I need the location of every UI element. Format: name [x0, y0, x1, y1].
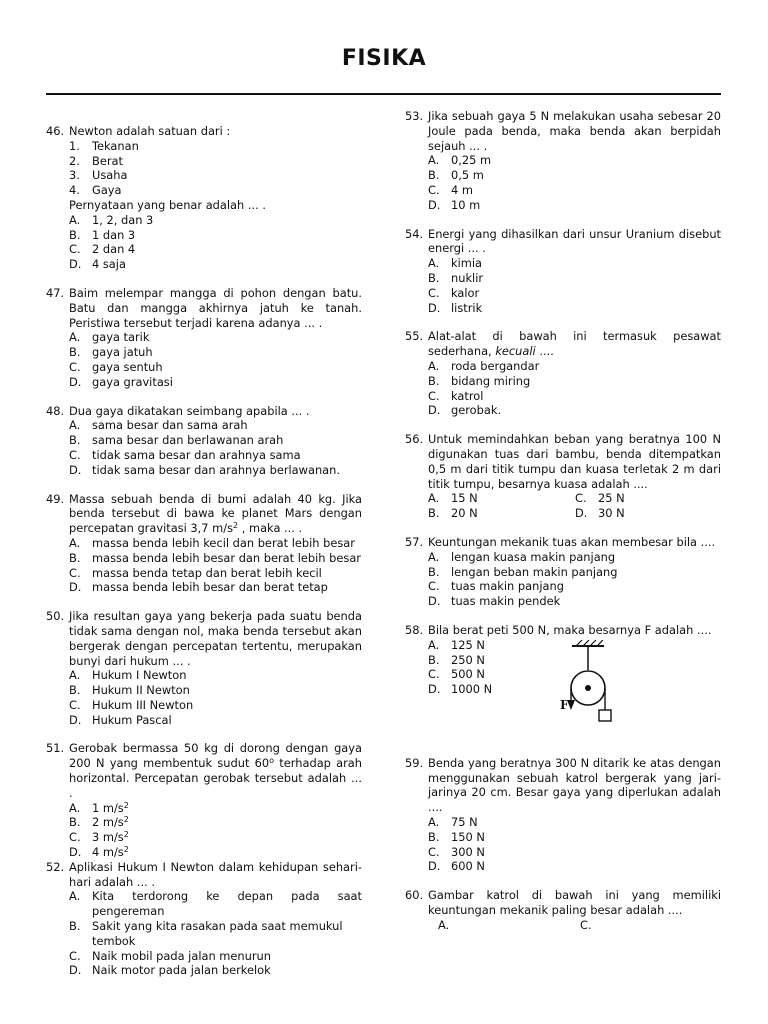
- answer-option: C. tuas makin panjang: [428, 579, 564, 594]
- force-label: F: [560, 698, 569, 712]
- answer-option: A. gaya tarik: [69, 330, 150, 345]
- question-stem: Alat-alat di bawah ini termasuk pesawat sederhana, kecuali ....: [428, 329, 721, 359]
- answer-option: B. gaya jatuh: [69, 345, 153, 360]
- pulley-axle: [585, 685, 591, 691]
- answer-option: D. gaya gravitasi: [69, 374, 173, 389]
- question-stem: Dua gaya dikatakan seimbang apabila ... .: [69, 403, 310, 418]
- answer-option: A. 0,25 m: [428, 153, 492, 168]
- answer-option: C. katrol: [428, 388, 484, 403]
- question-stem: Energi yang dihasilkan dari unsur Uranium disebut energi ... .: [428, 226, 721, 256]
- answer-option-label: A.: [438, 917, 450, 932]
- question-60: [405, 888, 721, 932]
- answer-option: B. lengan beban makin panjang: [428, 564, 618, 579]
- answer-option: A. kimia: [428, 256, 483, 271]
- answer-option: C. massa benda tetap dan berat lebih kecil: [69, 565, 322, 580]
- question-49: [46, 492, 362, 596]
- answer-option: D. massa benda lebih besar dan berat tetap: [69, 580, 328, 595]
- answer-option-label: C.: [580, 917, 592, 932]
- answer-option: C. 500 N: [428, 667, 485, 682]
- question-number: 46.: [46, 124, 65, 138]
- question-59: [405, 756, 721, 874]
- answer-option: A. roda bergandar: [428, 358, 540, 373]
- question-number: 52.: [46, 859, 65, 874]
- statement-item: 1. Tekanan: [69, 138, 139, 153]
- answer-option: C. Naik mobil pada jalan menurun: [69, 948, 271, 963]
- answer-option: C. kalor: [428, 285, 480, 300]
- answer-option: A. 125 N: [428, 637, 485, 652]
- question-stem: Gambar katrol di bawah ini yang memiliki keuntungan mekanik paling besar adalah ....: [428, 888, 721, 918]
- question-54: [405, 227, 721, 316]
- answer-option: B. 1 dan 3: [69, 227, 136, 242]
- answer-option: B. 250 N: [428, 652, 485, 667]
- question-lead: Pernyataan yang benar adalah ... .: [69, 197, 266, 212]
- answer-option: A. 1, 2, dan 3: [69, 212, 154, 227]
- right-column: [405, 109, 721, 933]
- question-stem: Gerobak bermassa 50 kg di dorong dengan gaya 200 N yang membentuk sudut 60$^o$ terhadap arah horizontal. Percepatan gerobak tersebut adalah ... .: [69, 741, 363, 800]
- question-57: [405, 535, 721, 609]
- question-number: 60.: [405, 888, 424, 903]
- crate-box: [599, 710, 611, 721]
- answer-option: A. lengan kuasa makin panjang: [428, 549, 616, 564]
- answer-option: C. 25 N: [575, 491, 625, 506]
- answer-option: D. 10 m: [428, 197, 481, 212]
- question-stem: Bila berat peti 500 N, maka besarnya F adalah ....: [428, 622, 712, 637]
- answer-option: C. 300 N: [428, 844, 485, 859]
- question-56: [405, 432, 721, 521]
- question-stem: Massa sebuah benda di bumi adalah 40 kg. Jika benda tersebut di bawa ke planet Mars dengan percepatan gravitasi 3,7 $m/s^2$ , maka ... .: [69, 491, 362, 536]
- answer-option: B. nuklir: [428, 270, 484, 285]
- answer-option: C. 3 $m/s^2$: [69, 830, 129, 845]
- question-number: 54.: [405, 226, 424, 241]
- answer-option: B. 150 N: [428, 829, 485, 844]
- question-number: 57.: [405, 534, 424, 549]
- statement-item: 2. Berat: [69, 153, 123, 168]
- question-number: 50.: [46, 609, 65, 624]
- question-number: 53.: [405, 109, 424, 123]
- page-title: FISIKA: [341, 46, 427, 71]
- answer-option: C. tidak sama besar dan arahnya sama: [69, 447, 301, 462]
- question-number: 55.: [405, 329, 424, 344]
- answer-option: D. gerobak.: [428, 403, 502, 418]
- answer-option: D. tuas makin pendek: [428, 594, 561, 609]
- answer-option: B. Sakit yang kita rasakan pada saat memukul tembok: [69, 919, 343, 948]
- question-48: [46, 404, 362, 478]
- answer-option: C. gaya sentuh: [69, 359, 163, 374]
- question-stem: Keuntungan mekanik tuas akan membesar bila ....: [428, 534, 716, 549]
- answer-option: C. 2 dan 4: [69, 242, 136, 257]
- answer-option: D. Naik motor pada jalan berkelok: [69, 963, 271, 978]
- answer-option: D. 4 $m/s^2$: [69, 845, 129, 860]
- question-55: [405, 329, 721, 418]
- answer-option: C. Hukum III Newton: [69, 697, 194, 712]
- answer-option: D. 1000 N: [428, 682, 493, 697]
- question-number: 56.: [405, 432, 424, 447]
- question-number: 58.: [405, 622, 424, 637]
- answer-option: D. tidak sama besar dan arahnya berlawanan.: [69, 462, 341, 477]
- statement-item: 4. Gaya: [69, 183, 122, 198]
- question-number: 48.: [46, 403, 65, 418]
- question-stem: Benda yang beratnya 300 N ditarik ke atas dengan menggunakan sebuah katrol bergerak yang jari-jarinya 20 cm. Besar gaya yang diperlukan adalah ....: [428, 755, 721, 815]
- question-number: 49.: [46, 491, 65, 506]
- question-stem: Aplikasi Hukum I Newton dalam kehidupan sehari-hari adalah ... .: [69, 859, 362, 889]
- answer-options-grid: [428, 491, 721, 521]
- question-51: [46, 741, 362, 859]
- question-number: 59.: [405, 755, 424, 770]
- answer-option: A. 15 N: [428, 491, 478, 506]
- answer-option: B. 0,5 m: [428, 168, 484, 183]
- answer-option: A. massa benda lebih kecil dan berat lebih besar: [69, 535, 355, 550]
- title-divider: [46, 93, 721, 95]
- left-column: [46, 124, 362, 978]
- question-47: [46, 286, 362, 390]
- answer-options-grid: [428, 918, 721, 933]
- answer-option: B. 2 $m/s^2$: [69, 815, 129, 830]
- question-number: 51.: [46, 741, 65, 756]
- answer-option: D. 30 N: [575, 506, 625, 521]
- answer-option: D. 4 saja: [69, 257, 126, 272]
- answer-option: A. Kita terdorong ke depan pada saat pengereman: [69, 889, 362, 919]
- question-stem: Newton adalah satuan dari :: [69, 124, 231, 138]
- question-50: [46, 609, 362, 727]
- answer-option: B. massa benda lebih besar dan berat lebih besar: [69, 550, 361, 565]
- question-stem: Jika sebuah gaya 5 N melakukan usaha sebesar 20 Joule pada benda, maka benda akan berpidah sejauh ... .: [428, 109, 721, 153]
- answer-option: C. 4 m: [428, 182, 473, 197]
- answer-option: A. 1 $m/s^2$: [69, 800, 129, 815]
- answer-option: D. listrik: [428, 300, 483, 315]
- question-53: [405, 109, 721, 213]
- question-stem: Jika resultan gaya yang bekerja pada suatu benda tidak sama dengan nol, maka benda tersebut akan bergerak dengan percepatan tertentu, merupakan bunyi dari hukum ... .: [69, 609, 362, 668]
- question-46: [46, 124, 362, 272]
- answer-option: B. bidang miring: [428, 373, 531, 388]
- question-stem: Baim melempar mangga di pohon dengan batu. Batu dan mangga akhirnya jatuh ke tanah. Peristiwa tersebut terjadi karena adanya ... .: [69, 285, 362, 330]
- question-52: [46, 860, 362, 978]
- statement-item: 3. Usaha: [69, 168, 128, 183]
- answer-option: D. Hukum Pascal: [69, 712, 172, 727]
- answer-option: B. Hukum II Newton: [69, 683, 190, 698]
- question-number: 47.: [46, 285, 65, 300]
- answer-option: A. sama besar dan sama arah: [69, 418, 248, 433]
- answer-option: A. Hukum I Newton: [69, 668, 187, 683]
- answer-option: B. sama besar dan berlawanan arah: [69, 433, 284, 448]
- answer-option: A. 75 N: [428, 815, 478, 830]
- question-stem: Untuk memindahkan beban yang beratnya 100 N digunakan tuas dari bambu, benda ditempatkan 0,5 m dari titik tumpu dan kuasa terletak 2 m dari titik tumpu, besarnya kuasa adalah ....: [428, 432, 721, 491]
- answer-option: D. 600 N: [428, 859, 485, 874]
- answer-option: B. 20 N: [428, 506, 478, 521]
